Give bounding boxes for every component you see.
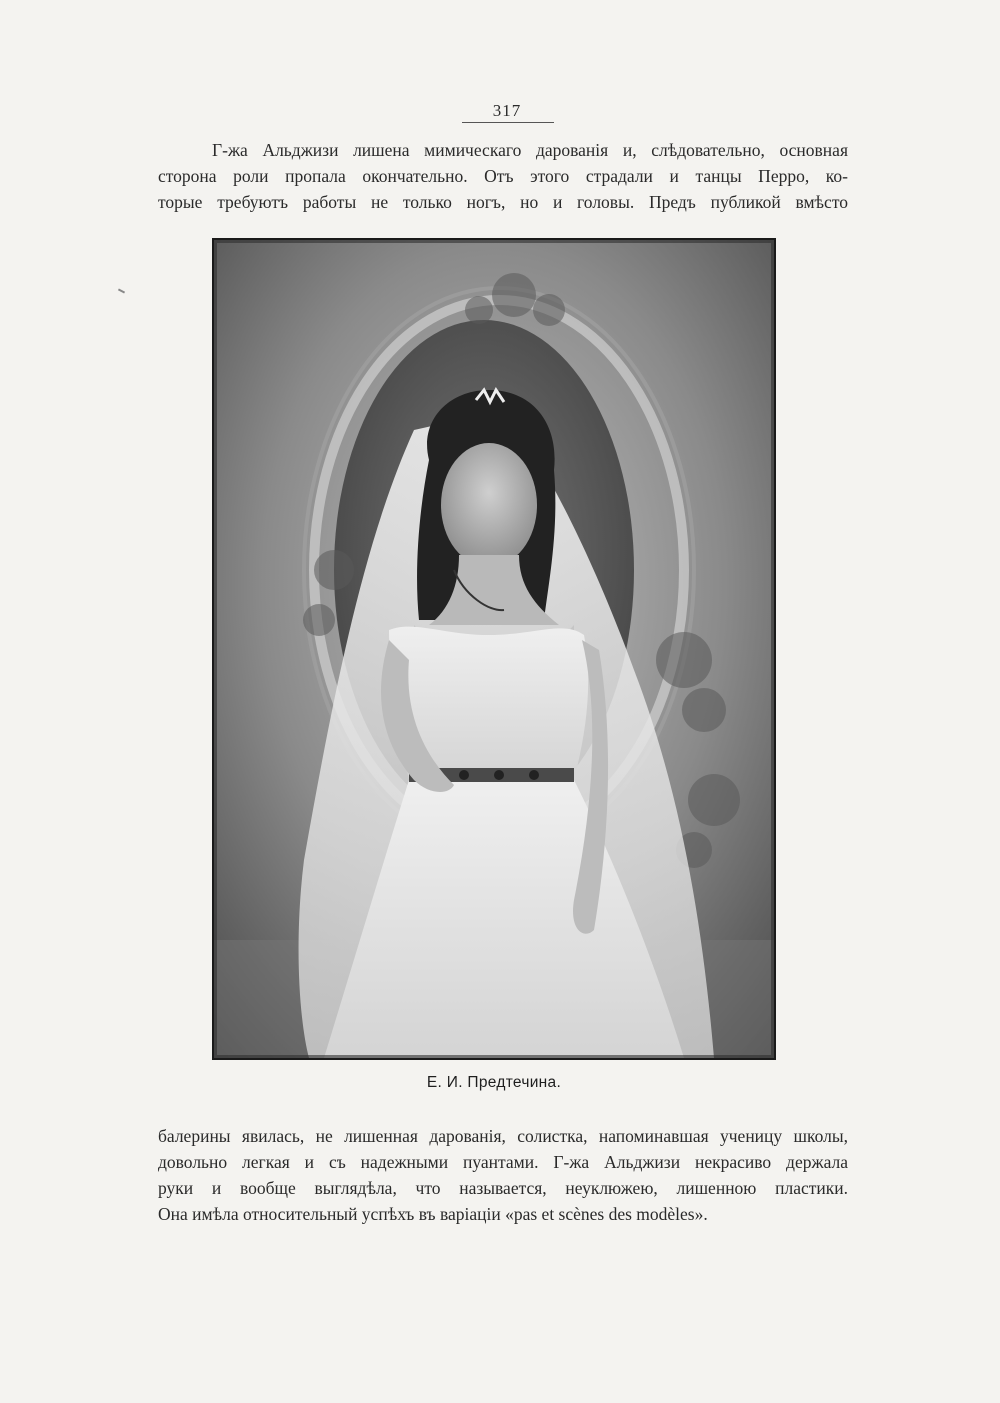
text-line: руки и вообще выглядѣла, что называется, неуклюжею, лишенною пластики. <box>158 1178 848 1198</box>
top-paragraph <box>158 137 848 215</box>
portrait-image <box>214 240 774 1058</box>
stray-ink-mark <box>118 288 125 293</box>
text-line: сторона роли пропала окончательно. Отъ этого страдали и танцы Перро, ко- <box>158 166 848 186</box>
figure-caption: Е. И. Предтечина. <box>426 1074 562 1091</box>
bottom-paragraph <box>158 1123 848 1227</box>
text-line: Она имѣла относительный успѣхъ въ варіаціи «pas et scènes des modèles». <box>158 1204 708 1224</box>
text-line: торые требуютъ работы не только ногъ, но и головы. Предъ публикой вмѣсто <box>158 192 848 212</box>
page-number-rule <box>462 122 554 123</box>
text-line: довольно легкая и съ надежными пуантами. Г-жа Альджизи некрасиво держала <box>158 1152 848 1172</box>
portrait-photograph <box>212 238 776 1060</box>
text-line: Г-жа Альджизи лишена мимическаго дарованія и, слѣдовательно, основная <box>212 140 848 160</box>
page-number: 317 <box>492 101 522 120</box>
text-line: балерины явилась, не лишенная дарованія, солистка, напоминавшая ученицу школы, <box>158 1126 848 1146</box>
